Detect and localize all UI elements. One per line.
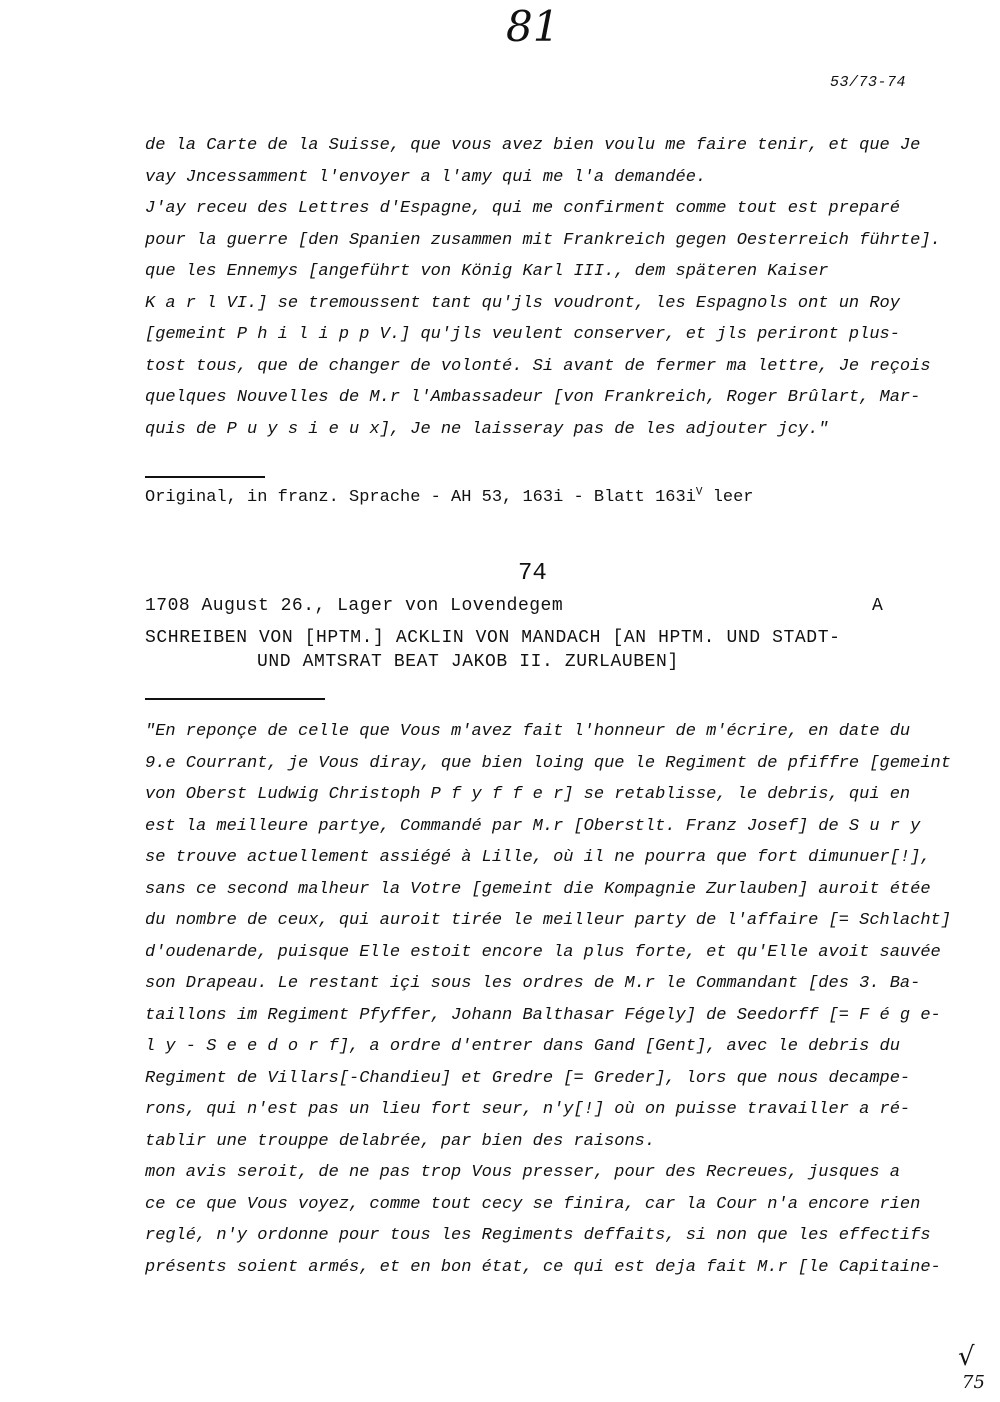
body-line: mon avis seroit, de ne pas trop Vous presser, pour des Recreues, jusques a	[145, 1163, 900, 1182]
section-divider	[145, 476, 265, 478]
source-note-sup: V	[695, 486, 703, 499]
continuation-line: quelques Nouvelles de M.r l'Ambassadeur [von Frankreich, Roger Brûlart, Mar-	[145, 388, 921, 407]
continuation-line: de la Carte de la Suisse, que vous avez bien voulu me faire tenir, et que Je	[145, 136, 921, 155]
body-line: "En reponçe de celle que Vous m'avez fait l'honneur de m'écrire, en date du	[145, 722, 911, 741]
body-line: reglé, n'y ordonne pour tous les Regiments deffaits, si non que les effectifs	[145, 1226, 931, 1245]
page-mark: 75	[962, 1372, 985, 1393]
body-line: l y - S e e d o r f], a ordre d'entrer dans Gand [Gent], avec le debris du	[145, 1037, 900, 1056]
source-note-tail: leer	[702, 488, 754, 507]
body-line: du nombre de ceux, qui auroit tirée le meilleur party de l'affaire [= Schlacht]	[145, 911, 951, 930]
document-title-line1: SCHREIBEN VON [HPTM.] ACKLIN VON MANDACH [AN HPTM. UND STADT-	[145, 628, 841, 648]
title-divider	[145, 698, 325, 700]
source-note	[145, 488, 754, 507]
body-line: son Drapeau. Le restant içi sous les ordres de M.r le Commandant [des 3. Ba-	[145, 974, 921, 993]
continuation-line: pour la guerre [den Spanien zusammen mit Frankreich gegen Oesterreich führte].	[145, 230, 941, 250]
body-line: Regiment de Villars[-Chandieu] et Gredre [= Greder], lors que nous decampe-	[145, 1068, 911, 1088]
date-place: 1708 August 26., Lager von Lovendegem	[145, 596, 564, 616]
continuation-line: que les Ennemys [angeführt von König Karl III., dem späteren Kaiser	[145, 262, 829, 281]
body-line: 9.e Courrant, je Vous diray, que bien loing que le Regiment de pfiffre [gemeint	[145, 753, 951, 773]
body-line: sans ce second malheur la Votre [gemeint die Kompagnie Zurlauben] auroit étée	[145, 879, 931, 899]
folio-number: 81	[506, 2, 560, 51]
body-line: taillons im Regiment Pfyffer, Johann Balthasar Fégely] de Seedorff [= F é g e-	[145, 1005, 941, 1025]
continuation-line: K a r l VI.] se tremoussent tant qu'jls voudront, les Espagnols ont un Roy	[145, 293, 900, 313]
document-number: 74	[518, 560, 547, 587]
body-line: présents soient armés, et en bon état, ce qui est deja fait M.r [le Capitaine-	[145, 1257, 941, 1277]
body-line: rons, qui n'est pas un lieu fort seur, n'y[!] où on puisse travailler a ré-	[145, 1100, 911, 1119]
continuation-line: vay Jncessamment l'envoyer a l'amy qui me l'a demandée.	[145, 167, 707, 187]
continuation-line: quis de P u y s i e u x], Je ne laisseray pas de les adjouter jcy."	[145, 419, 829, 439]
body-line: von Oberst Ludwig Christoph P f y f f e r] se retablisse, le debris, qui en	[145, 785, 911, 804]
body-line: est la meilleure partye, Commandé par M.r [Oberstlt. Franz Josef] de S u r y	[145, 816, 921, 836]
body-line: d'oudenarde, puisque Elle estoit encore la plus forte, et qu'Elle avoit sauvée	[145, 942, 941, 962]
continuation-line: tost tous, que de changer de volonté. Si avant de fermer ma lettre, Je reçois	[145, 356, 931, 376]
body-line: tablir une trouppe delabrée, par bien des raisons.	[145, 1131, 656, 1151]
reference-number: 53/73-74	[830, 74, 907, 91]
body-line: ce ce que Vous voyez, comme tout cecy se finira, car la Cour n'a encore rien	[145, 1194, 921, 1214]
document-title-line2: UND AMTSRAT BEAT JAKOB II. ZURLAUBEN]	[257, 652, 679, 672]
source-note-text: Original, in franz. Sprache - AH 53, 163i - Blatt 163i	[145, 488, 696, 507]
check-mark: √	[958, 1342, 975, 1372]
continuation-line: J'ay receu des Lettres d'Espagne, qui me confirment comme tout est preparé	[145, 199, 900, 218]
continuation-line: [gemeint P h i l i p p V.] qu'jls veulent conserver, et jls periront plus-	[145, 325, 900, 344]
grade-letter: A	[872, 596, 883, 616]
body-line: se trouve actuellement assiégé à Lille, où il ne pourra que fort dimunuer[!],	[145, 848, 931, 867]
